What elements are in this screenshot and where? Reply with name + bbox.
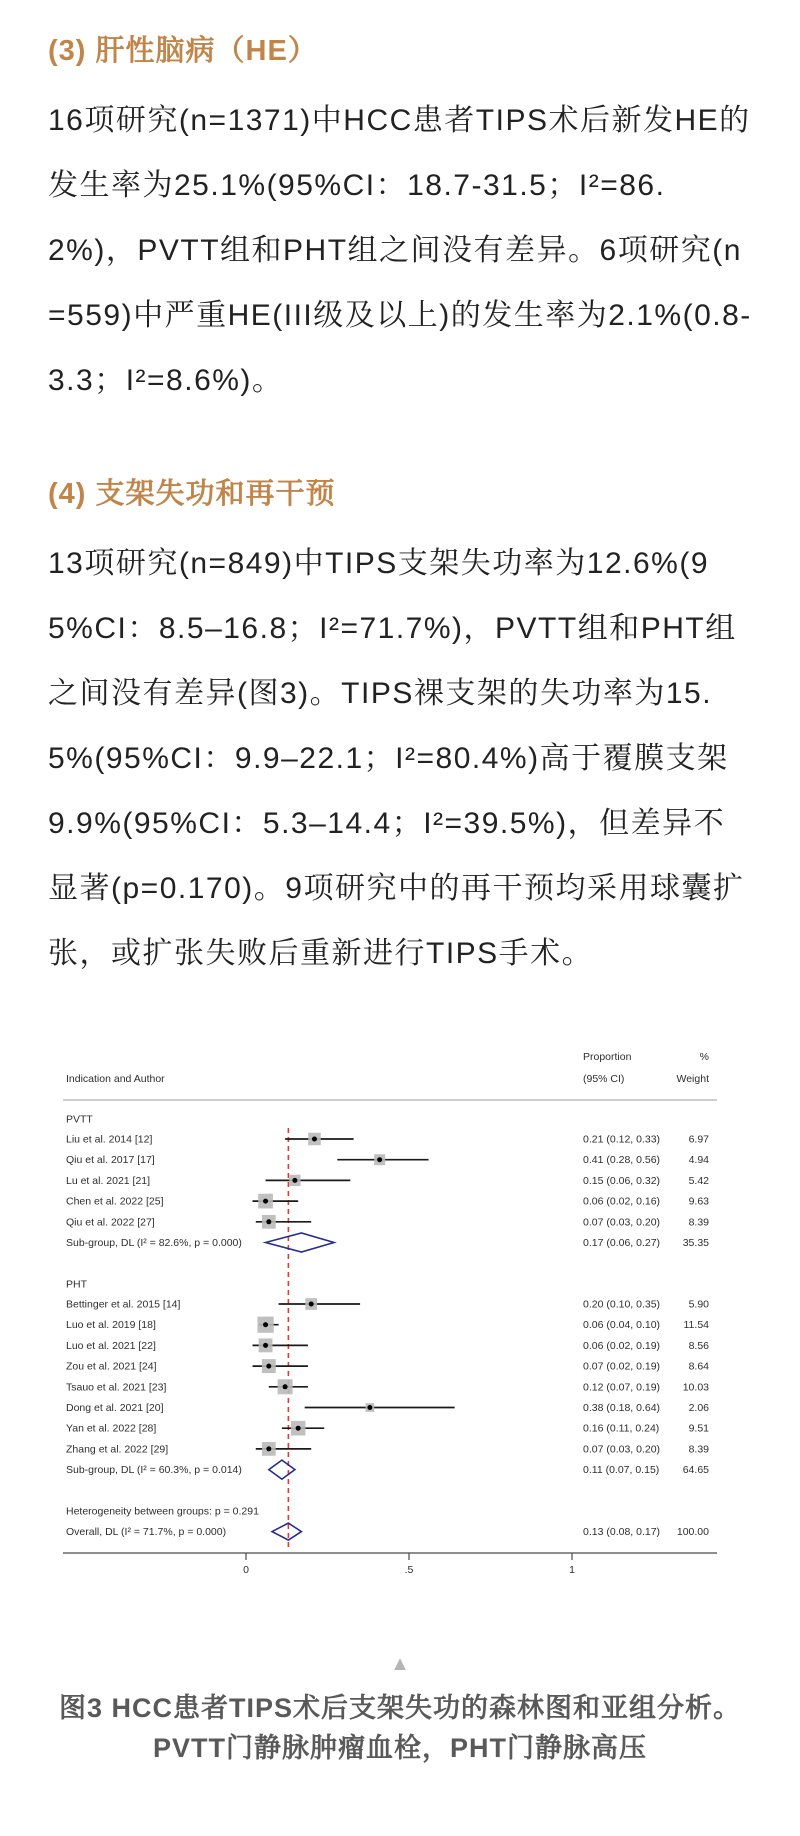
study-weight: 4.94: [688, 1154, 709, 1167]
forest-study-row: [66, 1402, 709, 1414]
subgroup-diamond: [266, 1233, 334, 1252]
triangle-up-icon: ▲: [390, 1653, 410, 1675]
subgroup-proportion: 0.17 (0.06, 0.27): [583, 1237, 661, 1249]
study-proportion: 0.06 (0.02, 0.16): [583, 1195, 661, 1208]
forest-study-row: [66, 1133, 709, 1146]
column-header-percent: %: [699, 1051, 709, 1063]
section-stent-dysfunction: [48, 413, 752, 986]
figure-caption: [48, 1688, 752, 1768]
figure-3-forest-plot: [55, 1044, 741, 1594]
forest-study-row: [66, 1338, 709, 1352]
column-header-proportion: Proportion: [583, 1051, 632, 1063]
overall-weight: 100.00: [676, 1526, 709, 1539]
study-weight: 2.06: [688, 1402, 709, 1414]
forest-study-row: [66, 1194, 709, 1209]
point-estimate-dot: [309, 1302, 314, 1307]
study-proportion: 0.07 (0.03, 0.20): [583, 1443, 661, 1456]
forest-heterogeneity: [66, 1506, 259, 1518]
overall-proportion: 0.13 (0.08, 0.17): [583, 1526, 661, 1539]
study-weight: 8.39: [688, 1443, 709, 1456]
subgroup-weight: 64.65: [682, 1464, 709, 1477]
section-3-heading: (3) 肝性脑病（HE）: [48, 35, 318, 67]
column-header-weight: Weight: [676, 1073, 709, 1085]
forest-plot-chart: [55, 1044, 741, 1589]
forest-study-row: [66, 1379, 709, 1394]
forest-study-row: [66, 1359, 709, 1373]
column-header-author: Indication and Author: [66, 1073, 165, 1085]
study-label: Dong et al. 2021 [20]: [66, 1402, 164, 1414]
study-proportion: 0.12 (0.07, 0.19): [583, 1381, 661, 1394]
study-label: Tsauo et al. 2021 [23]: [66, 1381, 167, 1394]
study-proportion: 0.38 (0.18, 0.64): [583, 1402, 661, 1414]
study-proportion: 0.07 (0.02, 0.19): [583, 1360, 661, 1373]
point-estimate-dot: [292, 1178, 297, 1183]
column-header-ci: (95% CI): [583, 1073, 625, 1085]
subgroup-label: Sub-group, DL (I² = 60.3%, p = 0.014): [66, 1464, 242, 1477]
forest-study-row: [66, 1215, 709, 1229]
overall-label: Overall, DL (I² = 71.7%, p = 0.000): [66, 1526, 227, 1539]
heterogeneity-note: Heterogeneity between groups: p = 0.291: [66, 1505, 259, 1518]
study-label: Bettinger et al. 2015 [14]: [66, 1298, 181, 1311]
study-weight: 8.64: [688, 1360, 709, 1373]
axis-tick-label: .5: [404, 1564, 414, 1576]
forest-group-pvtt: [66, 1114, 709, 1253]
point-estimate-dot: [266, 1219, 271, 1224]
subgroup-diamond: [269, 1460, 295, 1479]
point-estimate-dot: [266, 1364, 271, 1369]
forest-overall-row: [66, 1523, 709, 1540]
study-label: Lu et al. 2021 [21]: [66, 1174, 151, 1187]
study-proportion: 0.41 (0.28, 0.56): [583, 1154, 661, 1167]
point-estimate-dot: [263, 1199, 268, 1204]
point-estimate-dot: [263, 1343, 268, 1348]
point-estimate-dot: [263, 1322, 268, 1327]
point-estimate-dot: [283, 1384, 288, 1389]
study-label: Qiu et al. 2022 [27]: [66, 1216, 155, 1229]
axis-tick-label: 1: [569, 1564, 575, 1576]
forest-x-axis: [63, 1553, 717, 1576]
study-proportion: 0.21 (0.12, 0.33): [583, 1133, 661, 1146]
study-proportion: 0.20 (0.10, 0.35): [583, 1298, 661, 1311]
study-weight: 5.90: [688, 1298, 709, 1311]
study-weight: 5.42: [688, 1174, 709, 1187]
figure-caption-line2: PVTT门静脉肿瘤血栓，PHT门静脉高压: [152, 1733, 647, 1763]
study-proportion: 0.07 (0.03, 0.20): [583, 1216, 661, 1229]
study-weight: 9.63: [688, 1195, 709, 1208]
study-proportion: 0.06 (0.04, 0.10): [583, 1319, 661, 1332]
overall-diamond: [272, 1523, 301, 1540]
study-weight: 10.03: [682, 1381, 709, 1394]
forest-study-row: [66, 1421, 709, 1436]
forest-subgroup-row: [66, 1460, 709, 1479]
study-proportion: 0.06 (0.02, 0.19): [583, 1339, 661, 1352]
subgroup-proportion: 0.11 (0.07, 0.15): [583, 1464, 660, 1477]
point-estimate-dot: [312, 1137, 317, 1142]
study-label: Chen et al. 2022 [25]: [66, 1195, 164, 1208]
forest-header: [63, 1051, 717, 1100]
study-weight: 9.51: [688, 1422, 709, 1435]
study-label: Qiu et al. 2017 [17]: [66, 1154, 155, 1167]
section-4-heading: (4) 支架失功和再干预: [48, 478, 336, 510]
group-label: PHT: [66, 1278, 87, 1291]
study-weight: 11.54: [683, 1319, 709, 1332]
point-estimate-dot: [377, 1157, 382, 1162]
study-label: Zhang et al. 2022 [29]: [66, 1443, 169, 1456]
forest-subgroup-row: [66, 1233, 709, 1252]
section-3-body: 16项研究(n=1371)中HCC患者TIPS术后新发HE的发生率为25.1%(95%CI：18.7-31.5；I²=86.2%)，PVTT组和PHT组之间没有差异。6项研究(n=559)中严重HE(III级及以上)的发生率为2.1%(0.8-3.3；I²=8.6%)。: [48, 104, 752, 397]
study-proportion: 0.16 (0.11, 0.24): [583, 1422, 660, 1435]
point-estimate-dot: [266, 1446, 271, 1451]
forest-study-row: [66, 1317, 709, 1333]
study-proportion: 0.15 (0.06, 0.32): [583, 1174, 661, 1187]
study-label: Zou et al. 2021 [24]: [66, 1360, 157, 1373]
point-estimate-dot: [296, 1426, 301, 1431]
figure-caption-line1: 图3 HCC患者TIPS术后支架失功的森林图和亚组分析。: [58, 1693, 742, 1723]
study-label: Liu et al. 2014 [12]: [66, 1133, 153, 1146]
study-label: Luo et al. 2019 [18]: [66, 1319, 156, 1332]
forest-study-row: [66, 1154, 709, 1166]
forest-study-row: [66, 1298, 709, 1310]
section-hepatic-encephalopathy: [48, 0, 752, 413]
forest-study-row: [66, 1175, 709, 1187]
study-weight: 6.97: [688, 1133, 709, 1146]
group-label: PVTT: [66, 1113, 93, 1126]
point-estimate-dot: [367, 1405, 372, 1410]
axis-tick-label: 0: [243, 1564, 249, 1576]
study-weight: 8.39: [688, 1216, 709, 1229]
subgroup-weight: 35.35: [682, 1237, 709, 1249]
study-label: Yan et al. 2022 [28]: [66, 1422, 157, 1435]
forest-study-row: [66, 1442, 709, 1456]
study-weight: 8.56: [688, 1339, 709, 1352]
forest-group-pht: [66, 1279, 709, 1480]
subgroup-label: Sub-group, DL (I² = 82.6%, p = 0.000): [66, 1237, 242, 1249]
study-label: Luo et al. 2021 [22]: [66, 1339, 156, 1352]
section-4-body: 13项研究(n=849)中TIPS支架失功率为12.6%(95%CI：8.5–16.8；I²=71.7%)，PVTT组和PHT组之间没有差异(图3)。TIPS裸支架的失功率为15.5%(95%CI：9.9–22.1；I²=80.4%)高于覆膜支架9.9%(95%CI：5.3–14.4；I²=39.5%)，但差异不显著(p=0.170)。9项研究中的再干预均采用球囊扩张，或扩张失败后重新进行TIPS手术。: [48, 547, 745, 970]
